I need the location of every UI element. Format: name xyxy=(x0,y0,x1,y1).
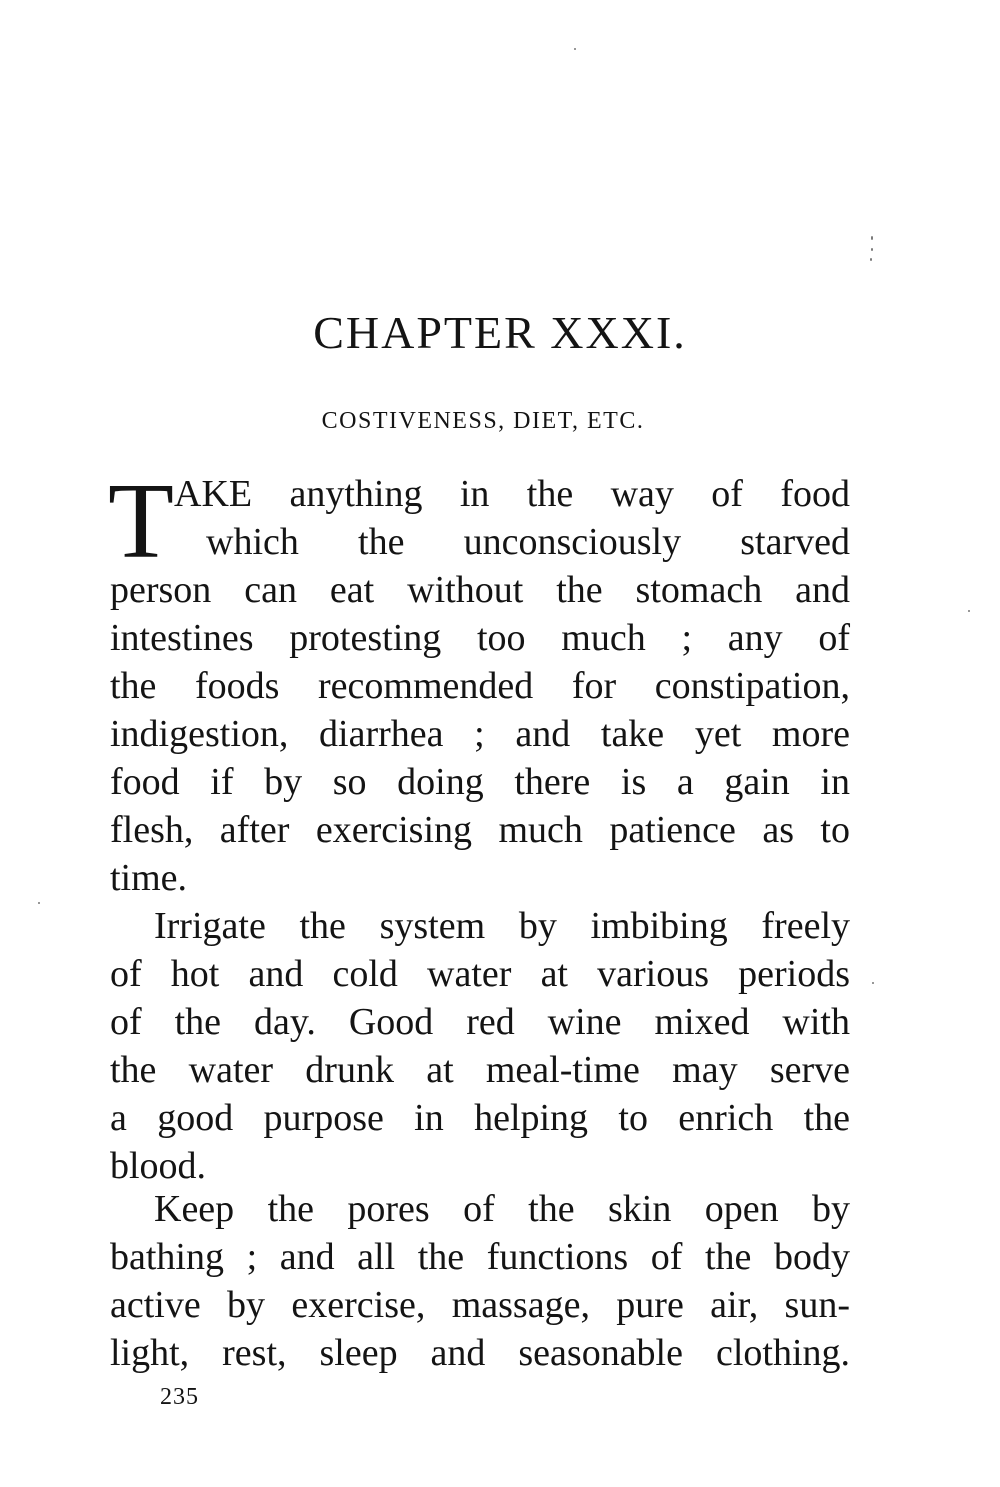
text-line: the foods recommended for constipation, xyxy=(110,665,850,707)
chapter-title: CHAPTER XXXI. xyxy=(313,307,687,358)
text-line: indigestion, diarrhea ; and take yet more xyxy=(110,713,850,755)
drop-cap: T xyxy=(108,462,174,581)
text-line: light, rest, sleep and seasonable clothing. xyxy=(110,1332,850,1374)
text-line: which the unconsciously starved xyxy=(206,521,850,563)
scan-speck xyxy=(872,982,874,984)
text-line: of the day. Good red wine mixed with xyxy=(110,1001,850,1043)
text-line: food if by so doing there is a gain in xyxy=(110,761,850,803)
scan-speck xyxy=(871,248,873,251)
scan-speck xyxy=(871,236,873,240)
scan-speck xyxy=(870,258,872,261)
chapter-subtitle: COSTIVENESS, DIET, ETC. xyxy=(321,408,645,434)
text-line: a good purpose in helping to enrich the xyxy=(110,1097,850,1139)
scan-speck xyxy=(38,902,40,904)
text-line: active by exercise, massage, pure air, sun- xyxy=(110,1284,850,1326)
text-line: Keep the pores of the skin open by xyxy=(154,1188,850,1230)
paragraph-1 xyxy=(108,462,850,902)
text-line: blood. xyxy=(110,1145,207,1187)
text-line: person can eat without the stomach and xyxy=(110,569,850,611)
paragraph-2 xyxy=(110,902,850,1190)
scan-speck xyxy=(968,610,970,612)
text-line: time. xyxy=(110,857,188,899)
text-line: flesh, after exercising much patience as to xyxy=(110,809,850,851)
paragraph-3 xyxy=(110,1185,850,1377)
text-line: bathing ; and all the functions of the body xyxy=(110,1236,850,1278)
scan-speck xyxy=(574,48,576,50)
text-line: of hot and cold water at various periods xyxy=(110,953,850,995)
text-line: Irrigate the system by imbibing freely xyxy=(154,905,850,947)
page-number: 235 xyxy=(160,1384,199,1410)
text-line: AKE anything in the way of food xyxy=(174,473,850,515)
text-line: intestines protesting too much ; any of xyxy=(110,617,850,659)
text-line: the water drunk at meal-time may serve xyxy=(110,1049,850,1091)
